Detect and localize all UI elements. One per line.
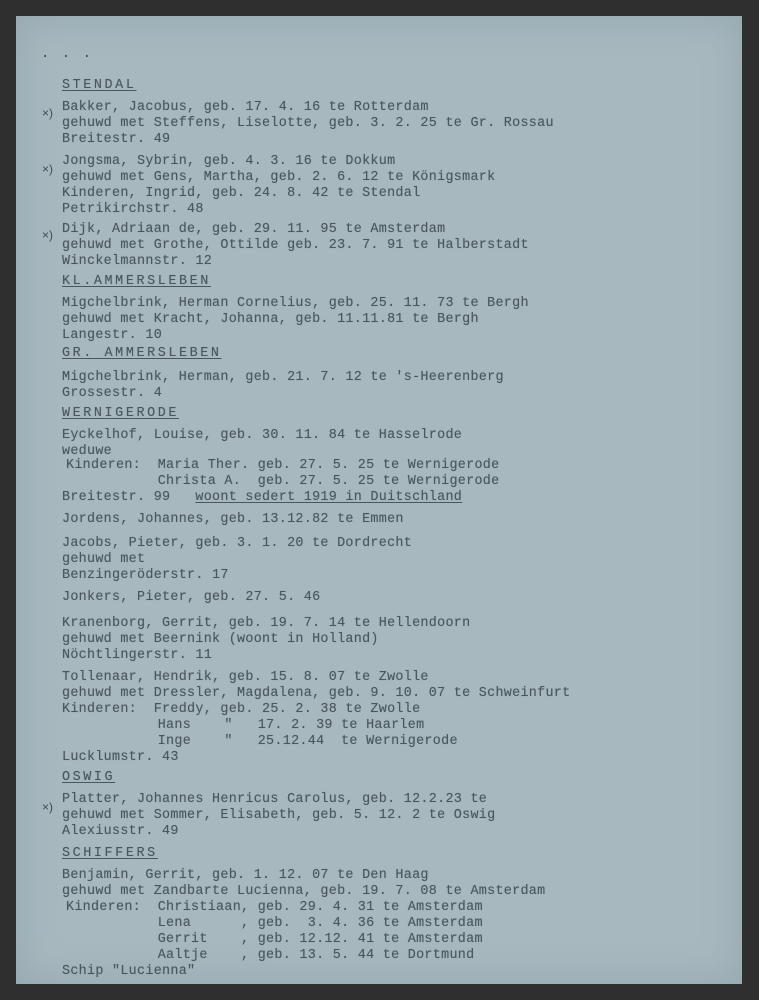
text-line: gehuwd met: [62, 552, 146, 567]
margin-cross-mark: ×): [42, 800, 54, 814]
text-line: Migchelbrink, Herman Cornelius, geb. 25. 11. 73 te Bergh: [62, 296, 529, 311]
text-line: Lena , geb. 3. 4. 36 te Amsterdam: [66, 916, 483, 931]
top-marks: . . .: [41, 46, 94, 62]
text-line: Dijk, Adriaan de, geb. 29. 11. 95 te Amsterdam: [62, 222, 446, 237]
text-line: gehuwd met Kracht, Johanna, geb. 11.11.81 te Bergh: [62, 312, 479, 327]
text-line: gehuwd met Dressler, Magdalena, geb. 9. 10. 07 te Schweinfurt: [62, 686, 571, 701]
text-line: Aaltje , geb. 13. 5. 44 te Dortmund: [66, 948, 475, 963]
text-line: Grossestr. 4: [62, 386, 163, 401]
margin-cross-mark: ×): [42, 106, 54, 120]
text-line: Breitestr. 99 woont sedert 1919 in Duitschland: [62, 490, 463, 505]
text-line: gehuwd met Beernink (woont in Holland): [62, 632, 379, 647]
text-line: Kinderen, Ingrid, geb. 24. 8. 42 te Stendal: [62, 186, 421, 201]
text-line: Tollenaar, Hendrik, geb. 15. 8. 07 te Zwolle: [62, 670, 429, 685]
text-line: Nöchtlingerstr. 11: [62, 648, 213, 663]
text-line: gehuwd met Zandbarte Lucienna, geb. 19. 7. 08 te Amsterdam: [62, 884, 546, 899]
text-line: gehuwd met Gens, Martha, geb. 2. 6. 12 te Königsmark: [62, 170, 496, 185]
document-page: [16, 16, 742, 984]
margin-cross-mark: ×): [42, 162, 54, 176]
text-line: Kinderen: Christiaan, geb. 29. 4. 31 te Amsterdam: [66, 900, 483, 915]
text-line: Inge " 25.12.44 te Wernigerode: [66, 734, 458, 749]
section-heading: OSWIG: [62, 770, 116, 785]
section-heading: WERNIGERODE: [62, 406, 179, 421]
text-line: Kinderen: Freddy, geb. 25. 2. 38 te Zwolle: [62, 702, 421, 717]
text-line: Jacobs, Pieter, geb. 3. 1. 20 te Dordrecht: [62, 536, 413, 551]
text-line: Bakker, Jacobus, geb. 17. 4. 16 te Rotterdam: [62, 100, 429, 115]
text-line: Kranenborg, Gerrit, geb. 19. 7. 14 te Hellendoorn: [62, 616, 471, 631]
section-heading: STENDAL: [62, 78, 137, 93]
text-line: Christa A. geb. 27. 5. 25 te Wernigerode: [66, 474, 500, 489]
text-line: Gerrit , geb. 12.12. 41 te Amsterdam: [66, 932, 483, 947]
text-line: Eyckelhof, Louise, geb. 30. 11. 84 te Hasselrode: [62, 428, 463, 443]
text-line: Platter, Johannes Henricus Carolus, geb. 12.2.23 te: [62, 792, 488, 807]
text-line: Benjamin, Gerrit, geb. 1. 12. 07 te Den Haag: [62, 868, 429, 883]
text-line: Alexiusstr. 49: [62, 824, 179, 839]
text-line: Kinderen: Maria Ther. geb. 27. 5. 25 te Wernigerode: [66, 458, 500, 473]
text-line: Petrikirchstr. 48: [62, 202, 204, 217]
text-line: gehuwd met Steffens, Liselotte, geb. 3. 2. 25 te Gr. Rossau: [62, 116, 554, 131]
text-line: Schip "Lucienna": [62, 964, 196, 979]
text-line: Hans " 17. 2. 39 te Haarlem: [66, 718, 425, 733]
text-line: Jordens, Johannes, geb. 13.12.82 te Emmen: [62, 512, 404, 527]
text-line: Benzingeröderstr. 17: [62, 568, 229, 583]
section-heading: KL.AMMERSLEBEN: [62, 274, 211, 289]
text-line: weduwe: [62, 444, 113, 459]
section-heading: SCHIFFERS: [62, 846, 158, 861]
margin-cross-mark: ×): [42, 228, 54, 242]
text-line: Lucklumstr. 43: [62, 750, 179, 765]
text-line: Migchelbrink, Herman, geb. 21. 7. 12 te 's-Heerenberg: [62, 370, 504, 385]
text-line: Langestr. 10: [62, 328, 163, 343]
text-line: Breitestr. 49: [62, 132, 171, 147]
text-line: gehuwd met Sommer, Elisabeth, geb. 5. 12. 2 te Oswig: [62, 808, 496, 823]
text-line: Jonkers, Pieter, geb. 27. 5. 46: [62, 590, 321, 605]
section-heading: GR. AMMERSLEBEN: [62, 346, 222, 361]
text-line: gehuwd met Grothe, Ottilde geb. 23. 7. 91 te Halberstadt: [62, 238, 529, 253]
text-line: Jongsma, Sybrin, geb. 4. 3. 16 te Dokkum: [62, 154, 396, 169]
text-line: Winckelmannstr. 12: [62, 254, 213, 269]
